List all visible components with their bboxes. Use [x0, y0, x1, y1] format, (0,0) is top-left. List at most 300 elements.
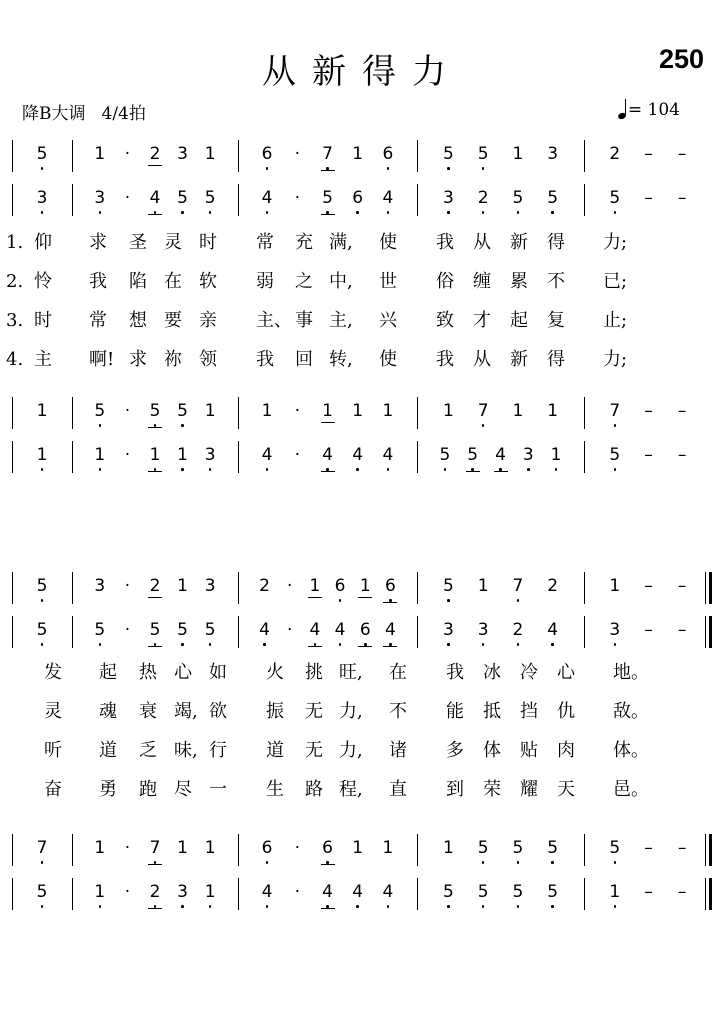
note: 4 — [261, 882, 273, 902]
note: 4 — [322, 445, 333, 465]
eighth-underline — [383, 646, 397, 647]
eighth-underline — [148, 597, 162, 598]
lyric-syllable: 已; — [603, 271, 628, 292]
lyric-syllable: 体。 — [613, 740, 649, 761]
octave-below-dot — [387, 211, 390, 214]
octave-below-dot — [444, 468, 447, 471]
lyric-syllable: 主 — [34, 349, 52, 370]
lyric-syllable: 魂 — [99, 701, 117, 722]
octave-below-dot — [181, 424, 184, 427]
note: 5 — [547, 188, 559, 208]
time-signature: 4/4拍 — [101, 104, 146, 124]
note: 1 — [512, 144, 524, 164]
lyric-syllable: 跑 — [139, 779, 157, 800]
lyric-syllable: 常 — [256, 232, 274, 253]
lyric-syllable: 不 — [389, 701, 407, 722]
eighth-underline — [321, 908, 335, 909]
lyric-syllable: 领 — [199, 349, 217, 370]
eighth-underline — [321, 214, 335, 215]
eighth-underline — [148, 646, 162, 647]
augmentation-dot: · — [124, 620, 131, 640]
lyric-syllable: 亲 — [199, 310, 217, 331]
note: 1 — [359, 576, 371, 596]
note: 6 — [359, 620, 371, 640]
note: 7 — [36, 838, 48, 858]
octave-below-dot — [482, 861, 485, 864]
lyric-syllable: 才 — [473, 310, 491, 331]
augmentation-dot: · — [124, 401, 131, 421]
note: 1 — [177, 838, 188, 858]
note: 5 — [442, 882, 454, 902]
sustain-dash: – — [677, 401, 687, 421]
note: 3 — [177, 882, 188, 902]
eighth-underline — [148, 864, 162, 865]
lyric-syllable: 尽 — [174, 779, 192, 800]
note: 2 — [259, 576, 270, 596]
lyric-syllable: 从 — [473, 349, 491, 370]
augmentation-dot: · — [124, 576, 131, 596]
octave-below-dot — [482, 643, 485, 646]
note: 7 — [609, 401, 621, 421]
note: 5 — [204, 620, 216, 640]
note: 6 — [261, 144, 273, 164]
lyric-syllable: 耀 — [520, 779, 538, 800]
verse-number: 2. — [6, 271, 24, 292]
final-barline-thin — [705, 878, 706, 910]
eighth-underline — [383, 602, 397, 603]
octave-below-dot — [387, 167, 390, 170]
lyric-syllable: 荣 — [483, 779, 501, 800]
lyric-syllable: 转, — [329, 349, 353, 370]
lyric-syllable: 止; — [603, 310, 628, 331]
octave-below-dot — [266, 211, 269, 214]
note: 1 — [204, 401, 216, 421]
note: 3 — [609, 620, 621, 640]
octave-below-dot — [266, 861, 269, 864]
lyric-syllable: 敌。 — [613, 701, 649, 722]
note: 2 — [477, 188, 489, 208]
eighth-underline — [321, 422, 335, 423]
lyric-syllable: 主、 — [256, 310, 292, 331]
lyric-syllable: 我 — [446, 662, 464, 683]
note: 7 — [322, 144, 333, 164]
note: 5 — [177, 401, 188, 421]
octave-below-dot — [614, 468, 617, 471]
lyric-syllable: 常 — [89, 310, 107, 331]
note: 5 — [322, 188, 333, 208]
lyric-line — [0, 700, 724, 724]
lyric-syllable: 仇 — [557, 701, 575, 722]
note: 5 — [609, 445, 621, 465]
eighth-underline — [148, 165, 162, 166]
sustain-dash: – — [644, 445, 653, 465]
note: 5 — [149, 401, 161, 421]
augmentation-dot: · — [294, 188, 300, 208]
lyric-syllable: 行 — [209, 740, 227, 761]
system-start-barline — [12, 878, 13, 910]
note: 7 — [512, 576, 524, 596]
system-start-barline — [12, 572, 13, 604]
sustain-dash: – — [677, 445, 687, 465]
lyric-syllable: 力; — [603, 349, 628, 370]
octave-below-dot — [482, 167, 485, 170]
octave-below-dot — [614, 861, 617, 864]
note: 2 — [149, 144, 161, 164]
augmentation-dot: · — [287, 620, 293, 640]
octave-below-dot — [551, 861, 554, 864]
lyric-syllable: 弱 — [256, 271, 274, 292]
lyric-syllable: 之 — [295, 271, 313, 292]
augmentation-dot: · — [294, 144, 300, 164]
note: 1 — [149, 445, 161, 465]
note: 6 — [322, 838, 333, 858]
lyric-syllable: 抵 — [483, 701, 501, 722]
note: 1 — [309, 576, 321, 596]
sustain-dash: – — [644, 401, 653, 421]
augmentation-dot: · — [294, 882, 300, 902]
octave-below-dot — [614, 905, 617, 908]
lyric-syllable: 中, — [329, 271, 353, 292]
verse-number: 3. — [6, 310, 24, 331]
augmentation-dot: · — [124, 445, 131, 465]
lyric-syllable: 力, — [339, 740, 363, 761]
note: 5 — [36, 144, 48, 164]
octave-below-dot — [181, 211, 184, 214]
final-barline-thick — [709, 572, 712, 604]
note: 1 — [352, 144, 364, 164]
octave-below-dot — [517, 211, 520, 214]
sustain-dash: – — [677, 620, 687, 640]
note: 4 — [149, 188, 161, 208]
lyric-line — [0, 739, 724, 763]
lyric-syllable: 乏 — [139, 740, 157, 761]
barline — [417, 834, 418, 866]
octave-below-dot — [181, 468, 184, 471]
lyric-line — [0, 348, 724, 372]
lyric-syllable: 欲 — [209, 701, 227, 722]
augmentation-dot: · — [294, 838, 300, 858]
final-barline-thin — [705, 616, 706, 648]
note: 4 — [352, 445, 364, 465]
lyric-syllable: 起 — [510, 310, 528, 331]
quarter-note-icon — [618, 99, 628, 119]
note: 5 — [477, 882, 489, 902]
note: 1 — [352, 838, 364, 858]
lyric-syllable: 致 — [436, 310, 454, 331]
lyric-syllable: 想 — [129, 310, 147, 331]
lyric-syllable: 在 — [164, 271, 182, 292]
lyric-syllable: 得 — [547, 349, 565, 370]
note: 3 — [442, 188, 454, 208]
sustain-dash: – — [677, 576, 687, 596]
eighth-underline — [358, 597, 372, 598]
lyric-syllable: 程, — [339, 779, 363, 800]
lyric-syllable: 得 — [547, 232, 565, 253]
barline — [417, 441, 418, 473]
eighth-underline — [321, 471, 335, 472]
note: 1 — [261, 401, 273, 421]
octave-below-dot — [614, 211, 617, 214]
barline — [72, 140, 73, 172]
octave-below-dot — [387, 468, 390, 471]
sustain-dash: – — [677, 144, 687, 164]
augmentation-dot: · — [124, 144, 131, 164]
lyric-syllable: 我 — [436, 232, 454, 253]
barline — [72, 184, 73, 216]
system-start-barline — [12, 140, 13, 172]
note: 4 — [384, 620, 396, 640]
verse-number: 4. — [6, 349, 24, 370]
system-start-barline — [12, 616, 13, 648]
system-start-barline — [12, 834, 13, 866]
barline — [72, 572, 73, 604]
note: 1 — [547, 401, 559, 421]
lyric-syllable: 新 — [510, 349, 528, 370]
note: 1 — [94, 445, 106, 465]
barline — [417, 572, 418, 604]
note: 1 — [609, 882, 621, 902]
lyric-syllable: 道 — [99, 740, 117, 761]
octave-below-dot — [99, 643, 102, 646]
barline — [417, 397, 418, 429]
octave-below-dot — [181, 905, 184, 908]
note: 5 — [204, 188, 216, 208]
lyric-syllable: 肉 — [557, 740, 575, 761]
lyric-syllable: 直 — [389, 779, 407, 800]
note: 7 — [477, 401, 489, 421]
note: 5 — [442, 576, 454, 596]
octave-below-dot — [517, 599, 520, 602]
lyric-syllable: 时 — [34, 310, 52, 331]
sustain-dash: – — [644, 882, 653, 902]
lyric-syllable: 无 — [305, 701, 323, 722]
barline — [238, 397, 239, 429]
note: 1 — [36, 401, 48, 421]
lyric-syllable: 勇 — [99, 779, 117, 800]
augmentation-dot: · — [287, 576, 293, 596]
note: 2 — [149, 882, 161, 902]
eighth-underline — [321, 864, 335, 865]
lyric-syllable: 邑。 — [613, 779, 649, 800]
barline — [238, 184, 239, 216]
note: 1 — [442, 401, 454, 421]
sustain-dash: – — [644, 576, 653, 596]
note: 1 — [94, 838, 106, 858]
octave-below-dot — [99, 424, 102, 427]
octave-below-dot — [447, 211, 450, 214]
sustain-dash: – — [677, 838, 687, 858]
note: 5 — [442, 144, 454, 164]
note: 1 — [382, 401, 394, 421]
octave-below-dot — [356, 211, 359, 214]
barline — [417, 140, 418, 172]
note: 2 — [547, 576, 559, 596]
note: 2 — [512, 620, 524, 640]
augmentation-dot: · — [124, 188, 131, 208]
lyric-syllable: 啊! — [89, 349, 115, 370]
sustain-dash: – — [644, 838, 653, 858]
octave-below-dot — [209, 211, 212, 214]
octave-below-dot — [339, 599, 342, 602]
lyric-line — [0, 778, 724, 802]
lyric-syllable: 心 — [557, 662, 575, 683]
eighth-underline — [148, 427, 162, 428]
octave-below-dot — [41, 905, 44, 908]
octave-below-dot — [99, 211, 102, 214]
note: 1 — [609, 576, 621, 596]
eighth-underline — [321, 170, 335, 171]
augmentation-dot: · — [294, 401, 300, 421]
octave-below-dot — [99, 468, 102, 471]
lyric-syllable: 挡 — [520, 701, 538, 722]
note: 1 — [382, 838, 394, 858]
barline — [72, 834, 73, 866]
note: 1 — [512, 401, 524, 421]
lyric-syllable: 贴 — [520, 740, 538, 761]
note: 6 — [384, 576, 396, 596]
note: 5 — [547, 838, 559, 858]
note: 5 — [36, 620, 48, 640]
lyric-syllable: 世 — [379, 271, 397, 292]
barline — [238, 616, 239, 648]
lyric-syllable: 我 — [89, 271, 107, 292]
lyric-syllable: 我 — [256, 349, 274, 370]
note: 4 — [259, 620, 270, 640]
lyric-syllable: 累 — [510, 271, 528, 292]
note: 4 — [261, 188, 273, 208]
barline — [238, 140, 239, 172]
lyric-syllable: 主, — [329, 310, 353, 331]
barline — [584, 834, 585, 866]
octave-below-dot — [266, 468, 269, 471]
lyric-syllable: 竭, — [174, 701, 198, 722]
sustain-dash: – — [644, 620, 653, 640]
lyric-syllable: 仰 — [34, 232, 52, 253]
barline — [417, 878, 418, 910]
barline — [584, 441, 585, 473]
octave-below-dot — [339, 643, 342, 646]
note: 3 — [477, 620, 489, 640]
lyric-syllable: 时 — [199, 232, 217, 253]
octave-below-dot — [551, 211, 554, 214]
lyric-syllable: 怜 — [34, 271, 52, 292]
barline — [72, 878, 73, 910]
octave-below-dot — [482, 905, 485, 908]
octave-below-dot — [356, 905, 359, 908]
lyric-syllable: 回 — [295, 349, 313, 370]
lyric-syllable: 如 — [209, 662, 227, 683]
note: 6 — [382, 144, 394, 164]
sustain-dash: – — [677, 188, 687, 208]
note: 5 — [477, 838, 489, 858]
augmentation-dot: · — [124, 838, 131, 858]
note: 1 — [94, 144, 106, 164]
eighth-underline — [148, 214, 162, 215]
octave-below-dot — [266, 167, 269, 170]
note: 5 — [149, 620, 161, 640]
octave-below-dot — [387, 905, 390, 908]
note: 1 — [550, 445, 562, 465]
note: 1 — [177, 445, 188, 465]
barline — [238, 441, 239, 473]
sustain-dash: – — [644, 144, 653, 164]
lyric-syllable: 火 — [266, 662, 284, 683]
lyric-syllable: 事 — [295, 310, 313, 331]
eighth-underline — [308, 597, 322, 598]
note: 3 — [94, 188, 106, 208]
octave-below-dot — [41, 861, 44, 864]
lyric-syllable: 到 — [446, 779, 464, 800]
barline — [584, 140, 585, 172]
lyric-syllable: 能 — [446, 701, 464, 722]
eighth-underline — [358, 646, 372, 647]
octave-below-dot — [99, 905, 102, 908]
lyric-syllable: 求 — [89, 232, 107, 253]
eighth-underline — [148, 471, 162, 472]
lyric-syllable: 充 — [295, 232, 313, 253]
lyric-syllable: 软 — [199, 271, 217, 292]
octave-below-dot — [551, 643, 554, 646]
note: 5 — [512, 188, 524, 208]
note: 5 — [467, 445, 479, 465]
note: 3 — [522, 445, 534, 465]
note: 4 — [382, 445, 394, 465]
eighth-underline — [466, 471, 480, 472]
lyric-syllable: 味, — [174, 740, 198, 761]
note: 3 — [204, 576, 216, 596]
final-barline-thick — [709, 878, 712, 910]
lyric-syllable: 灵 — [44, 701, 62, 722]
lyric-line — [0, 270, 724, 294]
lyric-syllable: 多 — [446, 740, 464, 761]
octave-below-dot — [555, 468, 558, 471]
lyric-syllable: 道 — [266, 740, 284, 761]
note: 3 — [94, 576, 106, 596]
sustain-dash: – — [677, 882, 687, 902]
barline — [417, 184, 418, 216]
lyric-syllable: 冰 — [483, 662, 501, 683]
system-start-barline — [12, 397, 13, 429]
eighth-underline — [148, 908, 162, 909]
octave-below-dot — [482, 211, 485, 214]
lyric-syllable: 复 — [547, 310, 565, 331]
note: 5 — [36, 576, 48, 596]
lyric-syllable: 新 — [510, 232, 528, 253]
barline — [238, 572, 239, 604]
octave-below-dot — [209, 468, 212, 471]
lyric-syllable: 无 — [305, 740, 323, 761]
note: 3 — [204, 445, 216, 465]
lyric-syllable: 发 — [44, 662, 62, 683]
note: 5 — [36, 882, 48, 902]
note: 6 — [352, 188, 364, 208]
note: 4 — [309, 620, 321, 640]
tempo-value: = 104 — [627, 100, 680, 120]
lyric-syllable: 不 — [547, 271, 565, 292]
eighth-underline — [308, 646, 322, 647]
note: 4 — [261, 445, 273, 465]
hymn-number: 250 — [658, 44, 704, 74]
note: 1 — [352, 401, 364, 421]
octave-below-dot — [266, 905, 269, 908]
note: 4 — [334, 620, 346, 640]
lyric-syllable: 振 — [266, 701, 284, 722]
lyric-syllable: 从 — [473, 232, 491, 253]
lyric-syllable: 旺, — [339, 662, 363, 683]
barline — [584, 616, 585, 648]
final-barline-thin — [705, 834, 706, 866]
lyric-syllable: 满, — [329, 232, 353, 253]
